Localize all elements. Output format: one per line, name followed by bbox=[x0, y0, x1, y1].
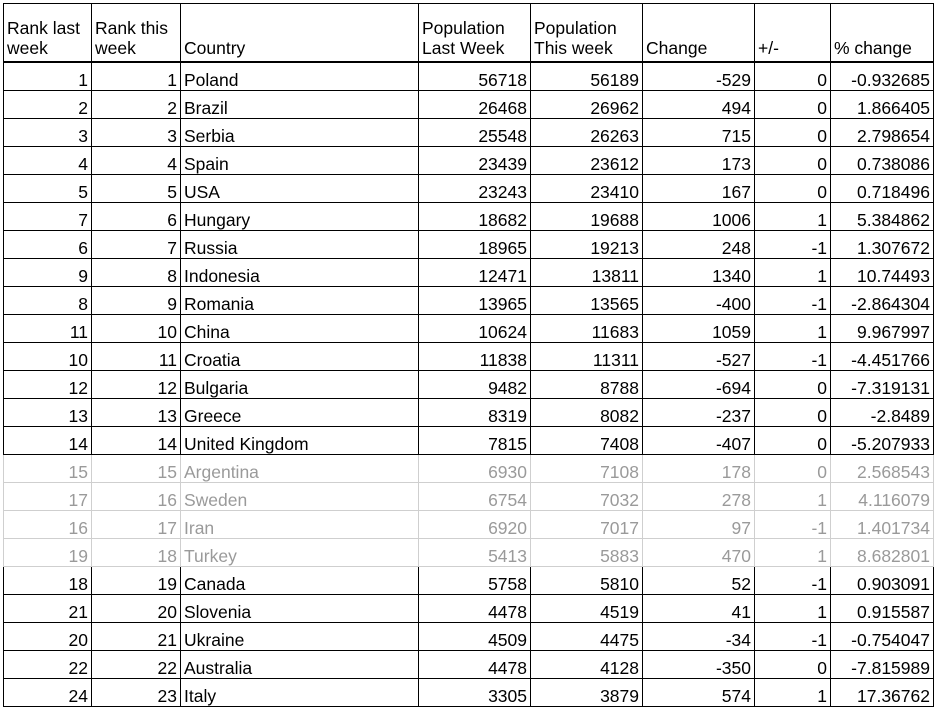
table-row bbox=[4, 259, 934, 287]
cell-rank-last-week[interactable]: 3 bbox=[4, 119, 92, 147]
cell-percent-change[interactable]: 0.903091 bbox=[831, 567, 934, 595]
cell-rank-this-week[interactable]: 19 bbox=[92, 567, 181, 595]
cell-percent-change[interactable]: -0.932685 bbox=[831, 62, 934, 91]
cell-population-last-week[interactable]: 6920 bbox=[419, 511, 531, 539]
cell-rank-this-week[interactable]: 7 bbox=[92, 231, 181, 259]
cell-country[interactable]: Hungary bbox=[181, 203, 419, 231]
cell-population-this-week[interactable]: 4475 bbox=[531, 623, 643, 651]
table-row bbox=[4, 399, 934, 427]
cell-change[interactable]: 173 bbox=[643, 147, 755, 175]
cell-rank-last-week[interactable]: 24 bbox=[4, 679, 92, 707]
table-row bbox=[4, 483, 934, 511]
cell-plus-minus[interactable]: 1 bbox=[755, 203, 831, 231]
table-row bbox=[4, 119, 934, 147]
cell-percent-change[interactable]: 0.738086 bbox=[831, 147, 934, 175]
cell-rank-last-week[interactable]: 18 bbox=[4, 567, 92, 595]
header-rank-last-week[interactable] bbox=[4, 4, 92, 63]
table-row bbox=[4, 175, 934, 203]
cell-population-this-week[interactable]: 7032 bbox=[531, 483, 643, 511]
header-line: Rank this bbox=[95, 18, 168, 38]
header-line: Population bbox=[534, 18, 617, 38]
cell-country[interactable]: Italy bbox=[181, 679, 419, 707]
cell-country[interactable]: United Kingdom bbox=[181, 427, 419, 455]
cell-percent-change[interactable]: 5.384862 bbox=[831, 203, 934, 231]
cell-country[interactable]: Romania bbox=[181, 287, 419, 315]
cell-plus-minus[interactable]: -1 bbox=[755, 623, 831, 651]
cell-plus-minus[interactable]: 0 bbox=[755, 91, 831, 119]
cell-country[interactable]: Turkey bbox=[181, 539, 419, 567]
cell-country[interactable]: Slovenia bbox=[181, 595, 419, 623]
cell-rank-this-week[interactable]: 10 bbox=[92, 315, 181, 343]
cell-population-this-week[interactable]: 7408 bbox=[531, 427, 643, 455]
table-row bbox=[4, 651, 934, 679]
cell-plus-minus[interactable]: 1 bbox=[755, 315, 831, 343]
cell-rank-this-week[interactable]: 11 bbox=[92, 343, 181, 371]
table-row bbox=[4, 427, 934, 455]
cell-change[interactable]: 41 bbox=[643, 595, 755, 623]
cell-country[interactable]: Russia bbox=[181, 231, 419, 259]
cell-country[interactable]: Iran bbox=[181, 511, 419, 539]
cell-percent-change[interactable]: -5.207933 bbox=[831, 427, 934, 455]
cell-change[interactable]: 574 bbox=[643, 679, 755, 707]
cell-plus-minus[interactable]: 1 bbox=[755, 483, 831, 511]
cell-plus-minus[interactable]: 0 bbox=[755, 399, 831, 427]
cell-population-this-week[interactable]: 56189 bbox=[531, 62, 643, 91]
cell-population-last-week[interactable]: 6930 bbox=[419, 455, 531, 483]
cell-population-last-week[interactable]: 4478 bbox=[419, 595, 531, 623]
header-row bbox=[4, 4, 934, 63]
table-row bbox=[4, 679, 934, 707]
cell-country[interactable]: USA bbox=[181, 175, 419, 203]
cell-change[interactable]: 52 bbox=[643, 567, 755, 595]
cell-percent-change[interactable]: -7.319131 bbox=[831, 371, 934, 399]
cell-percent-change[interactable]: 1.866405 bbox=[831, 91, 934, 119]
cell-plus-minus[interactable]: 0 bbox=[755, 119, 831, 147]
cell-change[interactable]: 1059 bbox=[643, 315, 755, 343]
cell-rank-last-week[interactable]: 6 bbox=[4, 231, 92, 259]
cell-rank-last-week[interactable]: 12 bbox=[4, 371, 92, 399]
cell-population-last-week[interactable]: 25548 bbox=[419, 119, 531, 147]
cell-rank-last-week[interactable]: 2 bbox=[4, 91, 92, 119]
table-header bbox=[4, 4, 934, 63]
cell-country[interactable]: Poland bbox=[181, 62, 419, 91]
cell-change[interactable]: 494 bbox=[643, 91, 755, 119]
table-row bbox=[4, 147, 934, 175]
table-row bbox=[4, 315, 934, 343]
cell-population-this-week[interactable]: 19688 bbox=[531, 203, 643, 231]
cell-rank-last-week[interactable]: 21 bbox=[4, 595, 92, 623]
cell-percent-change[interactable]: 17.36762 bbox=[831, 679, 934, 707]
cell-plus-minus[interactable]: 0 bbox=[755, 147, 831, 175]
cell-rank-this-week[interactable]: 6 bbox=[92, 203, 181, 231]
cell-percent-change[interactable]: 2.798654 bbox=[831, 119, 934, 147]
cell-percent-change[interactable]: -4.451766 bbox=[831, 343, 934, 371]
cell-country[interactable]: Sweden bbox=[181, 483, 419, 511]
cell-change[interactable]: 178 bbox=[643, 455, 755, 483]
cell-plus-minus[interactable]: -1 bbox=[755, 567, 831, 595]
cell-plus-minus[interactable]: 0 bbox=[755, 175, 831, 203]
cell-population-last-week[interactable]: 5413 bbox=[419, 539, 531, 567]
cell-percent-change[interactable]: 2.568543 bbox=[831, 455, 934, 483]
cell-population-last-week[interactable]: 5758 bbox=[419, 567, 531, 595]
cell-country[interactable]: China bbox=[181, 315, 419, 343]
header-country[interactable]: Country bbox=[181, 4, 419, 63]
cell-rank-this-week[interactable]: 22 bbox=[92, 651, 181, 679]
cell-population-last-week[interactable]: 3305 bbox=[419, 679, 531, 707]
cell-rank-last-week[interactable]: 1 bbox=[4, 62, 92, 91]
cell-plus-minus[interactable]: 1 bbox=[755, 259, 831, 287]
cell-rank-last-week[interactable]: 13 bbox=[4, 399, 92, 427]
cell-percent-change[interactable]: 1.307672 bbox=[831, 231, 934, 259]
table-row bbox=[4, 595, 934, 623]
cell-rank-this-week[interactable]: 20 bbox=[92, 595, 181, 623]
cell-plus-minus[interactable]: 0 bbox=[755, 371, 831, 399]
cell-population-this-week[interactable]: 11311 bbox=[531, 343, 643, 371]
cell-rank-this-week[interactable]: 3 bbox=[92, 119, 181, 147]
cell-change[interactable]: 1340 bbox=[643, 259, 755, 287]
table-row bbox=[4, 539, 934, 567]
table-row bbox=[4, 203, 934, 231]
cell-population-this-week[interactable]: 13811 bbox=[531, 259, 643, 287]
cell-change[interactable]: 715 bbox=[643, 119, 755, 147]
cell-rank-this-week[interactable]: 5 bbox=[92, 175, 181, 203]
cell-population-this-week[interactable]: 23410 bbox=[531, 175, 643, 203]
cell-rank-last-week[interactable]: 8 bbox=[4, 287, 92, 315]
cell-population-last-week[interactable]: 8319 bbox=[419, 399, 531, 427]
cell-population-last-week[interactable]: 23243 bbox=[419, 175, 531, 203]
cell-plus-minus[interactable]: 0 bbox=[755, 427, 831, 455]
cell-rank-this-week[interactable]: 15 bbox=[92, 455, 181, 483]
cell-country[interactable]: Spain bbox=[181, 147, 419, 175]
cell-country[interactable]: Australia bbox=[181, 651, 419, 679]
cell-country[interactable]: Bulgaria bbox=[181, 371, 419, 399]
cell-rank-this-week[interactable]: 23 bbox=[92, 679, 181, 707]
cell-rank-last-week[interactable]: 11 bbox=[4, 315, 92, 343]
cell-rank-last-week[interactable]: 9 bbox=[4, 259, 92, 287]
cell-percent-change[interactable]: -2.8489 bbox=[831, 399, 934, 427]
cell-percent-change[interactable]: 0.915587 bbox=[831, 595, 934, 623]
cell-change[interactable]: 1006 bbox=[643, 203, 755, 231]
cell-population-this-week[interactable]: 4128 bbox=[531, 651, 643, 679]
cell-change[interactable]: 97 bbox=[643, 511, 755, 539]
header-line: Population bbox=[422, 18, 505, 38]
cell-change[interactable]: -527 bbox=[643, 343, 755, 371]
cell-rank-this-week[interactable]: 4 bbox=[92, 147, 181, 175]
cell-population-this-week[interactable]: 8082 bbox=[531, 399, 643, 427]
header-plus-minus[interactable]: +/- bbox=[755, 4, 831, 63]
cell-rank-last-week[interactable]: 4 bbox=[4, 147, 92, 175]
cell-population-this-week[interactable]: 7108 bbox=[531, 455, 643, 483]
cell-plus-minus[interactable]: 0 bbox=[755, 455, 831, 483]
cell-rank-this-week[interactable]: 17 bbox=[92, 511, 181, 539]
cell-change[interactable]: 248 bbox=[643, 231, 755, 259]
cell-population-this-week[interactable]: 26263 bbox=[531, 119, 643, 147]
cell-population-this-week[interactable]: 4519 bbox=[531, 595, 643, 623]
cell-country[interactable]: Greece bbox=[181, 399, 419, 427]
cell-percent-change[interactable]: -7.815989 bbox=[831, 651, 934, 679]
header-percent-change[interactable]: % change bbox=[831, 4, 934, 63]
cell-population-this-week[interactable]: 26962 bbox=[531, 91, 643, 119]
cell-rank-last-week[interactable]: 5 bbox=[4, 175, 92, 203]
cell-plus-minus[interactable]: -1 bbox=[755, 231, 831, 259]
cell-population-last-week[interactable]: 18682 bbox=[419, 203, 531, 231]
cell-population-this-week[interactable]: 11683 bbox=[531, 315, 643, 343]
table-row bbox=[4, 455, 934, 483]
cell-change[interactable]: -529 bbox=[643, 62, 755, 91]
cell-country[interactable]: Ukraine bbox=[181, 623, 419, 651]
header-change[interactable]: Change bbox=[643, 4, 755, 63]
cell-population-this-week[interactable]: 7017 bbox=[531, 511, 643, 539]
cell-population-last-week[interactable]: 4478 bbox=[419, 651, 531, 679]
cell-rank-last-week[interactable]: 20 bbox=[4, 623, 92, 651]
cell-change[interactable]: -407 bbox=[643, 427, 755, 455]
cell-plus-minus[interactable]: 1 bbox=[755, 539, 831, 567]
table-body bbox=[4, 62, 934, 707]
cell-rank-this-week[interactable]: 14 bbox=[92, 427, 181, 455]
table-row bbox=[4, 623, 934, 651]
table-row bbox=[4, 231, 934, 259]
cell-population-last-week[interactable]: 56718 bbox=[419, 62, 531, 91]
table-row bbox=[4, 343, 934, 371]
cell-change[interactable]: 470 bbox=[643, 539, 755, 567]
header-line: Last Week bbox=[422, 38, 505, 58]
cell-population-last-week[interactable]: 12471 bbox=[419, 259, 531, 287]
cell-change[interactable]: -694 bbox=[643, 371, 755, 399]
cell-population-this-week[interactable]: 3879 bbox=[531, 679, 643, 707]
cell-plus-minus[interactable]: 0 bbox=[755, 62, 831, 91]
cell-change[interactable]: -400 bbox=[643, 287, 755, 315]
cell-population-this-week[interactable]: 13565 bbox=[531, 287, 643, 315]
cell-population-last-week[interactable]: 9482 bbox=[419, 371, 531, 399]
cell-population-last-week[interactable]: 4509 bbox=[419, 623, 531, 651]
cell-population-this-week[interactable]: 19213 bbox=[531, 231, 643, 259]
cell-country[interactable]: Brazil bbox=[181, 91, 419, 119]
cell-change[interactable]: -237 bbox=[643, 399, 755, 427]
cell-rank-this-week[interactable]: 18 bbox=[92, 539, 181, 567]
cell-percent-change[interactable]: 1.401734 bbox=[831, 511, 934, 539]
cell-plus-minus[interactable]: -1 bbox=[755, 511, 831, 539]
cell-plus-minus[interactable]: 1 bbox=[755, 595, 831, 623]
cell-rank-this-week[interactable]: 9 bbox=[92, 287, 181, 315]
cell-population-this-week[interactable]: 23612 bbox=[531, 147, 643, 175]
cell-percent-change[interactable]: 9.967997 bbox=[831, 315, 934, 343]
cell-change[interactable]: -34 bbox=[643, 623, 755, 651]
cell-rank-last-week[interactable]: 7 bbox=[4, 203, 92, 231]
table-row bbox=[4, 511, 934, 539]
cell-percent-change[interactable]: -2.864304 bbox=[831, 287, 934, 315]
header-line: This week bbox=[534, 38, 613, 58]
cell-population-last-week[interactable]: 10624 bbox=[419, 315, 531, 343]
cell-change[interactable]: 278 bbox=[643, 483, 755, 511]
header-line: week bbox=[7, 38, 48, 58]
table-row bbox=[4, 62, 934, 91]
cell-population-last-week[interactable]: 18965 bbox=[419, 231, 531, 259]
cell-rank-last-week[interactable]: 19 bbox=[4, 539, 92, 567]
cell-percent-change[interactable]: -0.754047 bbox=[831, 623, 934, 651]
cell-rank-last-week[interactable]: 10 bbox=[4, 343, 92, 371]
cell-plus-minus[interactable]: 0 bbox=[755, 651, 831, 679]
cell-percent-change[interactable]: 8.682801 bbox=[831, 539, 934, 567]
table-row bbox=[4, 287, 934, 315]
cell-rank-this-week[interactable]: 13 bbox=[92, 399, 181, 427]
cell-plus-minus[interactable]: -1 bbox=[755, 343, 831, 371]
population-table bbox=[3, 3, 934, 707]
cell-percent-change[interactable]: 4.116079 bbox=[831, 483, 934, 511]
cell-country[interactable]: Canada bbox=[181, 567, 419, 595]
cell-rank-this-week[interactable]: 8 bbox=[92, 259, 181, 287]
cell-population-last-week[interactable]: 13965 bbox=[419, 287, 531, 315]
table-row bbox=[4, 91, 934, 119]
cell-population-this-week[interactable]: 8788 bbox=[531, 371, 643, 399]
cell-change[interactable]: 167 bbox=[643, 175, 755, 203]
cell-country[interactable]: Serbia bbox=[181, 119, 419, 147]
cell-change[interactable]: -350 bbox=[643, 651, 755, 679]
header-population-last-week[interactable] bbox=[419, 4, 531, 63]
header-line: week bbox=[95, 38, 136, 58]
cell-country[interactable]: Croatia bbox=[181, 343, 419, 371]
cell-country[interactable]: Argentina bbox=[181, 455, 419, 483]
cell-rank-last-week[interactable]: 17 bbox=[4, 483, 92, 511]
header-population-this-week[interactable] bbox=[531, 4, 643, 63]
cell-population-last-week[interactable]: 11838 bbox=[419, 343, 531, 371]
table-row bbox=[4, 371, 934, 399]
cell-rank-this-week[interactable]: 1 bbox=[92, 62, 181, 91]
header-line: Rank last bbox=[7, 18, 80, 38]
cell-population-this-week[interactable]: 5883 bbox=[531, 539, 643, 567]
cell-population-this-week[interactable]: 5810 bbox=[531, 567, 643, 595]
cell-population-last-week[interactable]: 26468 bbox=[419, 91, 531, 119]
cell-rank-this-week[interactable]: 12 bbox=[92, 371, 181, 399]
cell-percent-change[interactable]: 10.74493 bbox=[831, 259, 934, 287]
cell-rank-last-week[interactable]: 15 bbox=[4, 455, 92, 483]
cell-rank-last-week[interactable]: 16 bbox=[4, 511, 92, 539]
cell-rank-this-week[interactable]: 16 bbox=[92, 483, 181, 511]
cell-population-last-week[interactable]: 23439 bbox=[419, 147, 531, 175]
cell-percent-change[interactable]: 0.718496 bbox=[831, 175, 934, 203]
cell-plus-minus[interactable]: -1 bbox=[755, 287, 831, 315]
cell-rank-this-week[interactable]: 21 bbox=[92, 623, 181, 651]
cell-rank-last-week[interactable]: 22 bbox=[4, 651, 92, 679]
cell-plus-minus[interactable]: 1 bbox=[755, 679, 831, 707]
cell-country[interactable]: Indonesia bbox=[181, 259, 419, 287]
cell-population-last-week[interactable]: 6754 bbox=[419, 483, 531, 511]
cell-rank-this-week[interactable]: 2 bbox=[92, 91, 181, 119]
cell-population-last-week[interactable]: 7815 bbox=[419, 427, 531, 455]
cell-rank-last-week[interactable]: 14 bbox=[4, 427, 92, 455]
header-rank-this-week[interactable] bbox=[92, 4, 181, 63]
table-row bbox=[4, 567, 934, 595]
